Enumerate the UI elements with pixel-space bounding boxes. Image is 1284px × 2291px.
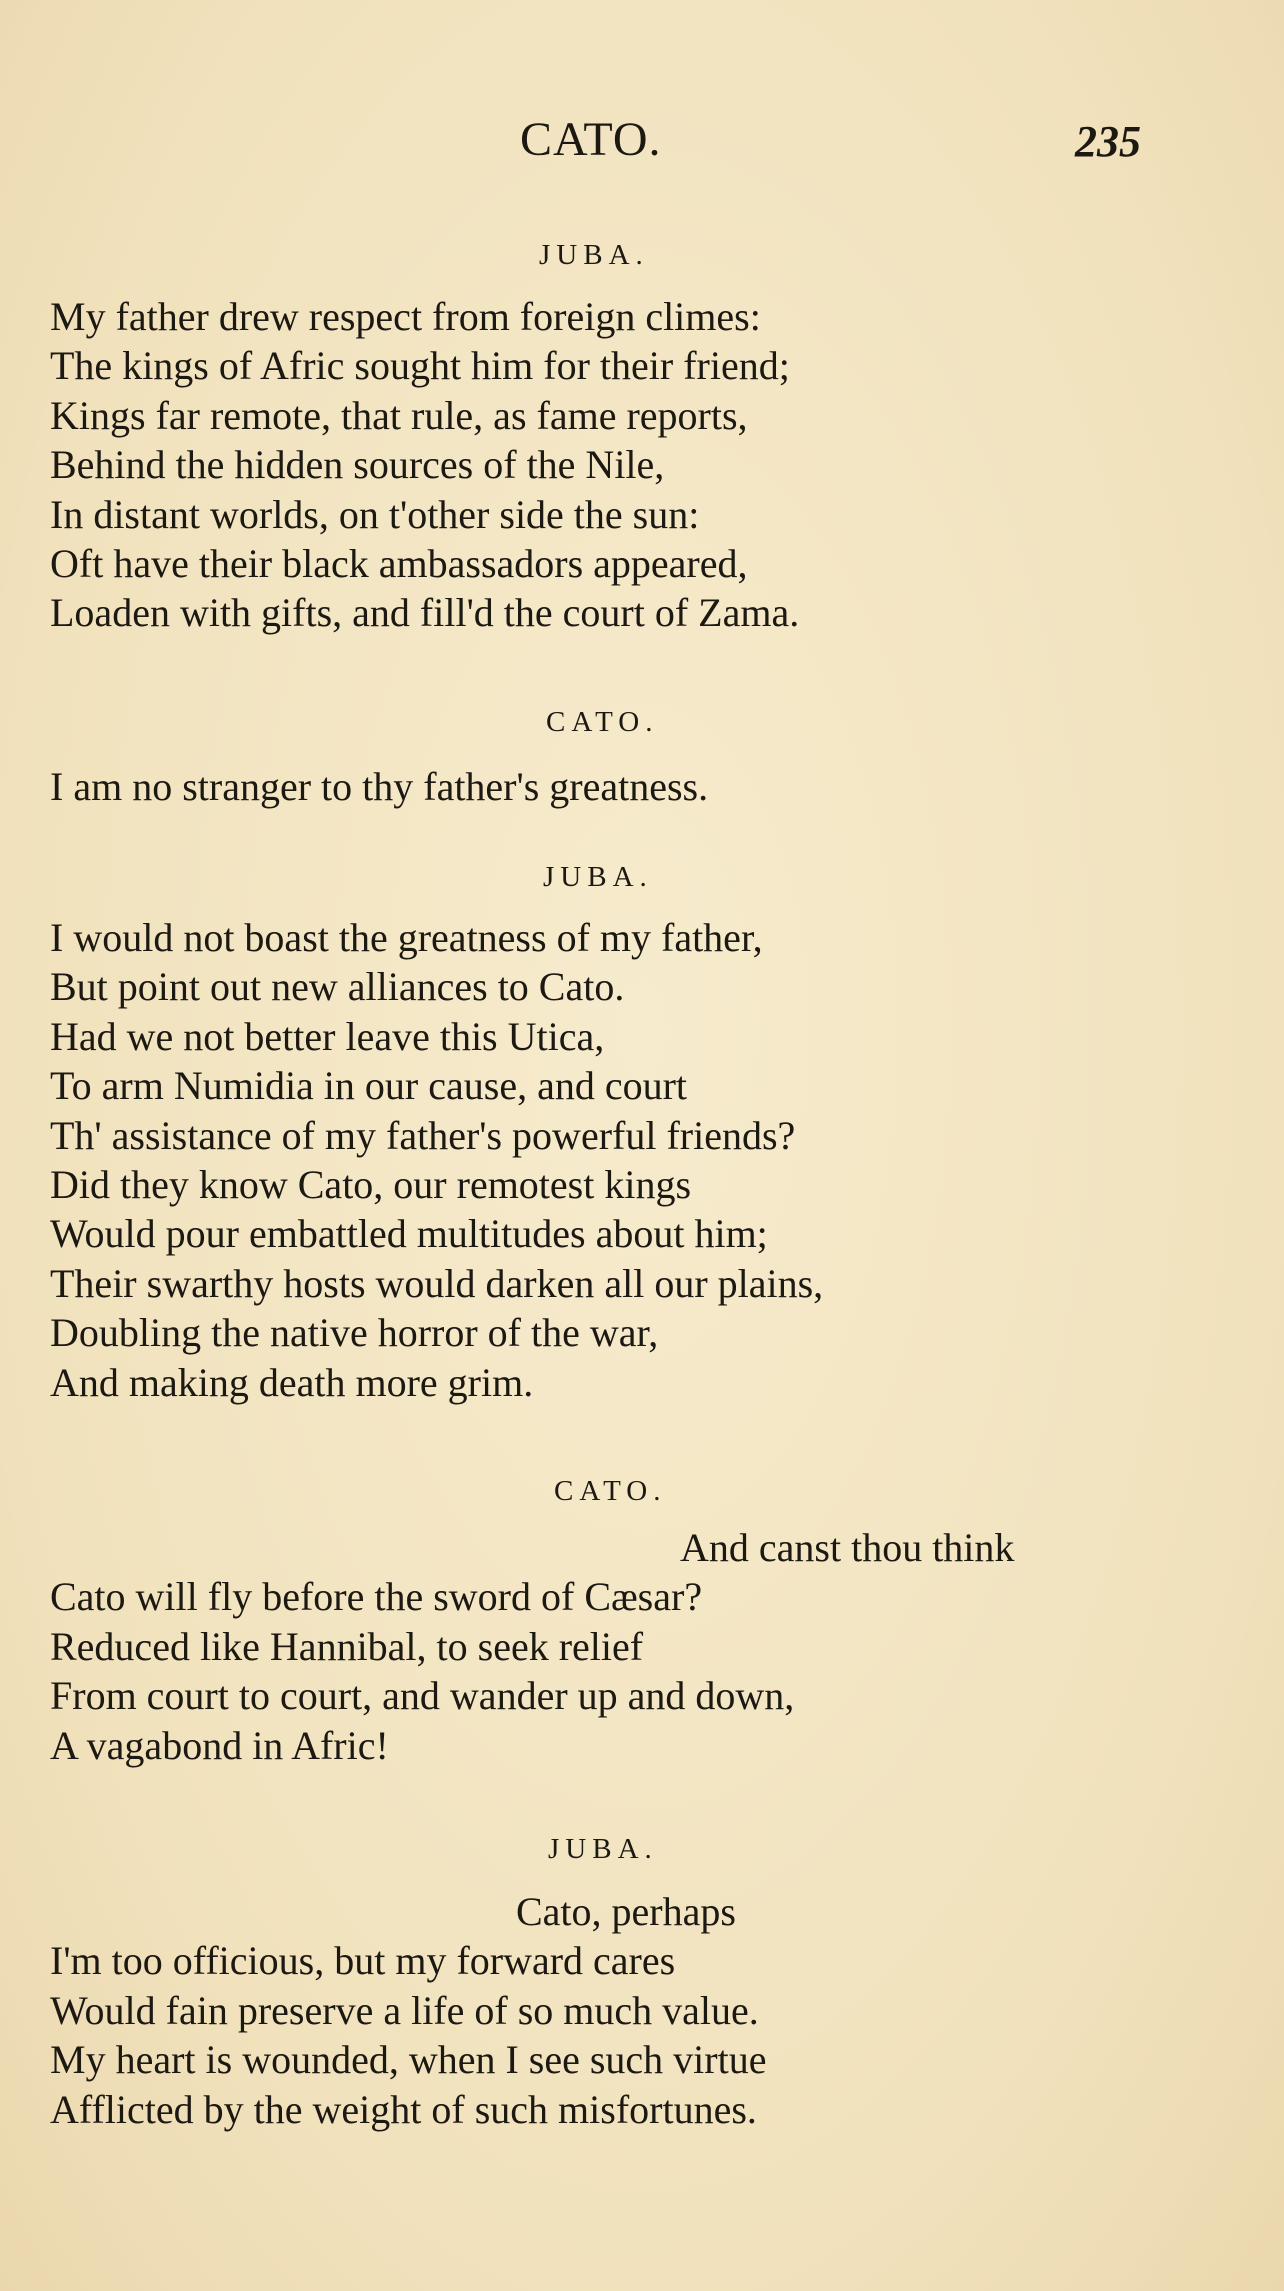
verse-line: To arm Numidia in our cause, and court bbox=[50, 1063, 688, 1109]
verse-line: Kings far remote, that rule, as fame reports, bbox=[50, 392, 748, 438]
verse-line: A vagabond in Afric! bbox=[50, 1722, 389, 1768]
verse-line: Would pour embattled multitudes about him; bbox=[50, 1211, 768, 1257]
verse-line: I am no stranger to thy father's greatness. bbox=[50, 764, 709, 809]
verse-line: Had we not better leave this Utica, bbox=[50, 1013, 605, 1059]
verse-line: But point out new alliances to Cato. bbox=[50, 964, 625, 1010]
speech-lines bbox=[50, 292, 799, 638]
verse-line: Would fain preserve a life of so much value. bbox=[50, 1987, 759, 2033]
verse-line: Loaden with gifts, and fill'd the court of Zama. bbox=[50, 590, 800, 636]
speaker-heading: CATO. bbox=[554, 1475, 667, 1507]
speaker-heading: CATO. bbox=[546, 706, 659, 738]
page-header bbox=[0, 112, 1284, 172]
verse-line: And canst thou think bbox=[680, 1525, 1015, 1570]
speaker-heading: JUBA. bbox=[543, 861, 653, 893]
verse-line: Afflicted by the weight of such misfortunes. bbox=[50, 2086, 757, 2132]
speech-lines bbox=[50, 1523, 1014, 1770]
verse-line: Cato, perhaps bbox=[516, 1889, 736, 1934]
verse-line: I would not boast the greatness of my father, bbox=[50, 915, 763, 960]
verse-line: Oft have their black ambassadors appeared, bbox=[50, 540, 748, 586]
speech-lines bbox=[50, 913, 823, 1407]
speech-lines bbox=[50, 762, 708, 811]
verse-line: Behind the hidden sources of the Nile, bbox=[50, 442, 665, 488]
page-number: 235 bbox=[1075, 117, 1141, 166]
speaker-heading: JUBA. bbox=[539, 239, 649, 271]
verse-line: The kings of Afric sought him for their friend; bbox=[50, 343, 790, 389]
speech-lines bbox=[50, 1887, 766, 2134]
speaker-heading: JUBA. bbox=[548, 1833, 658, 1865]
verse-line: In distant worlds, on t'other side the sun: bbox=[50, 491, 700, 537]
verse-line: Cato will fly before the sword of Cæsar? bbox=[50, 1574, 703, 1620]
running-title: CATO. bbox=[520, 113, 662, 166]
verse-line: Reduced like Hannibal, to seek relief bbox=[50, 1623, 644, 1669]
verse-line: I'm too officious, but my forward cares bbox=[50, 1938, 676, 1984]
verse-line: Doubling the native horror of the war, bbox=[50, 1310, 659, 1356]
verse-line: And making death more grim. bbox=[50, 1359, 534, 1405]
verse-line: Their swarthy hosts would darken all our plains, bbox=[50, 1260, 824, 1306]
verse-line: From court to court, and wander up and down, bbox=[50, 1673, 795, 1719]
verse-line: Did they know Cato, our remotest kings bbox=[50, 1161, 692, 1207]
verse-line: My heart is wounded, when I see such virtue bbox=[50, 2037, 767, 2083]
verse-line: My father drew respect from foreign climes: bbox=[50, 294, 761, 339]
verse-line: Th' assistance of my father's powerful friends? bbox=[50, 1112, 796, 1158]
